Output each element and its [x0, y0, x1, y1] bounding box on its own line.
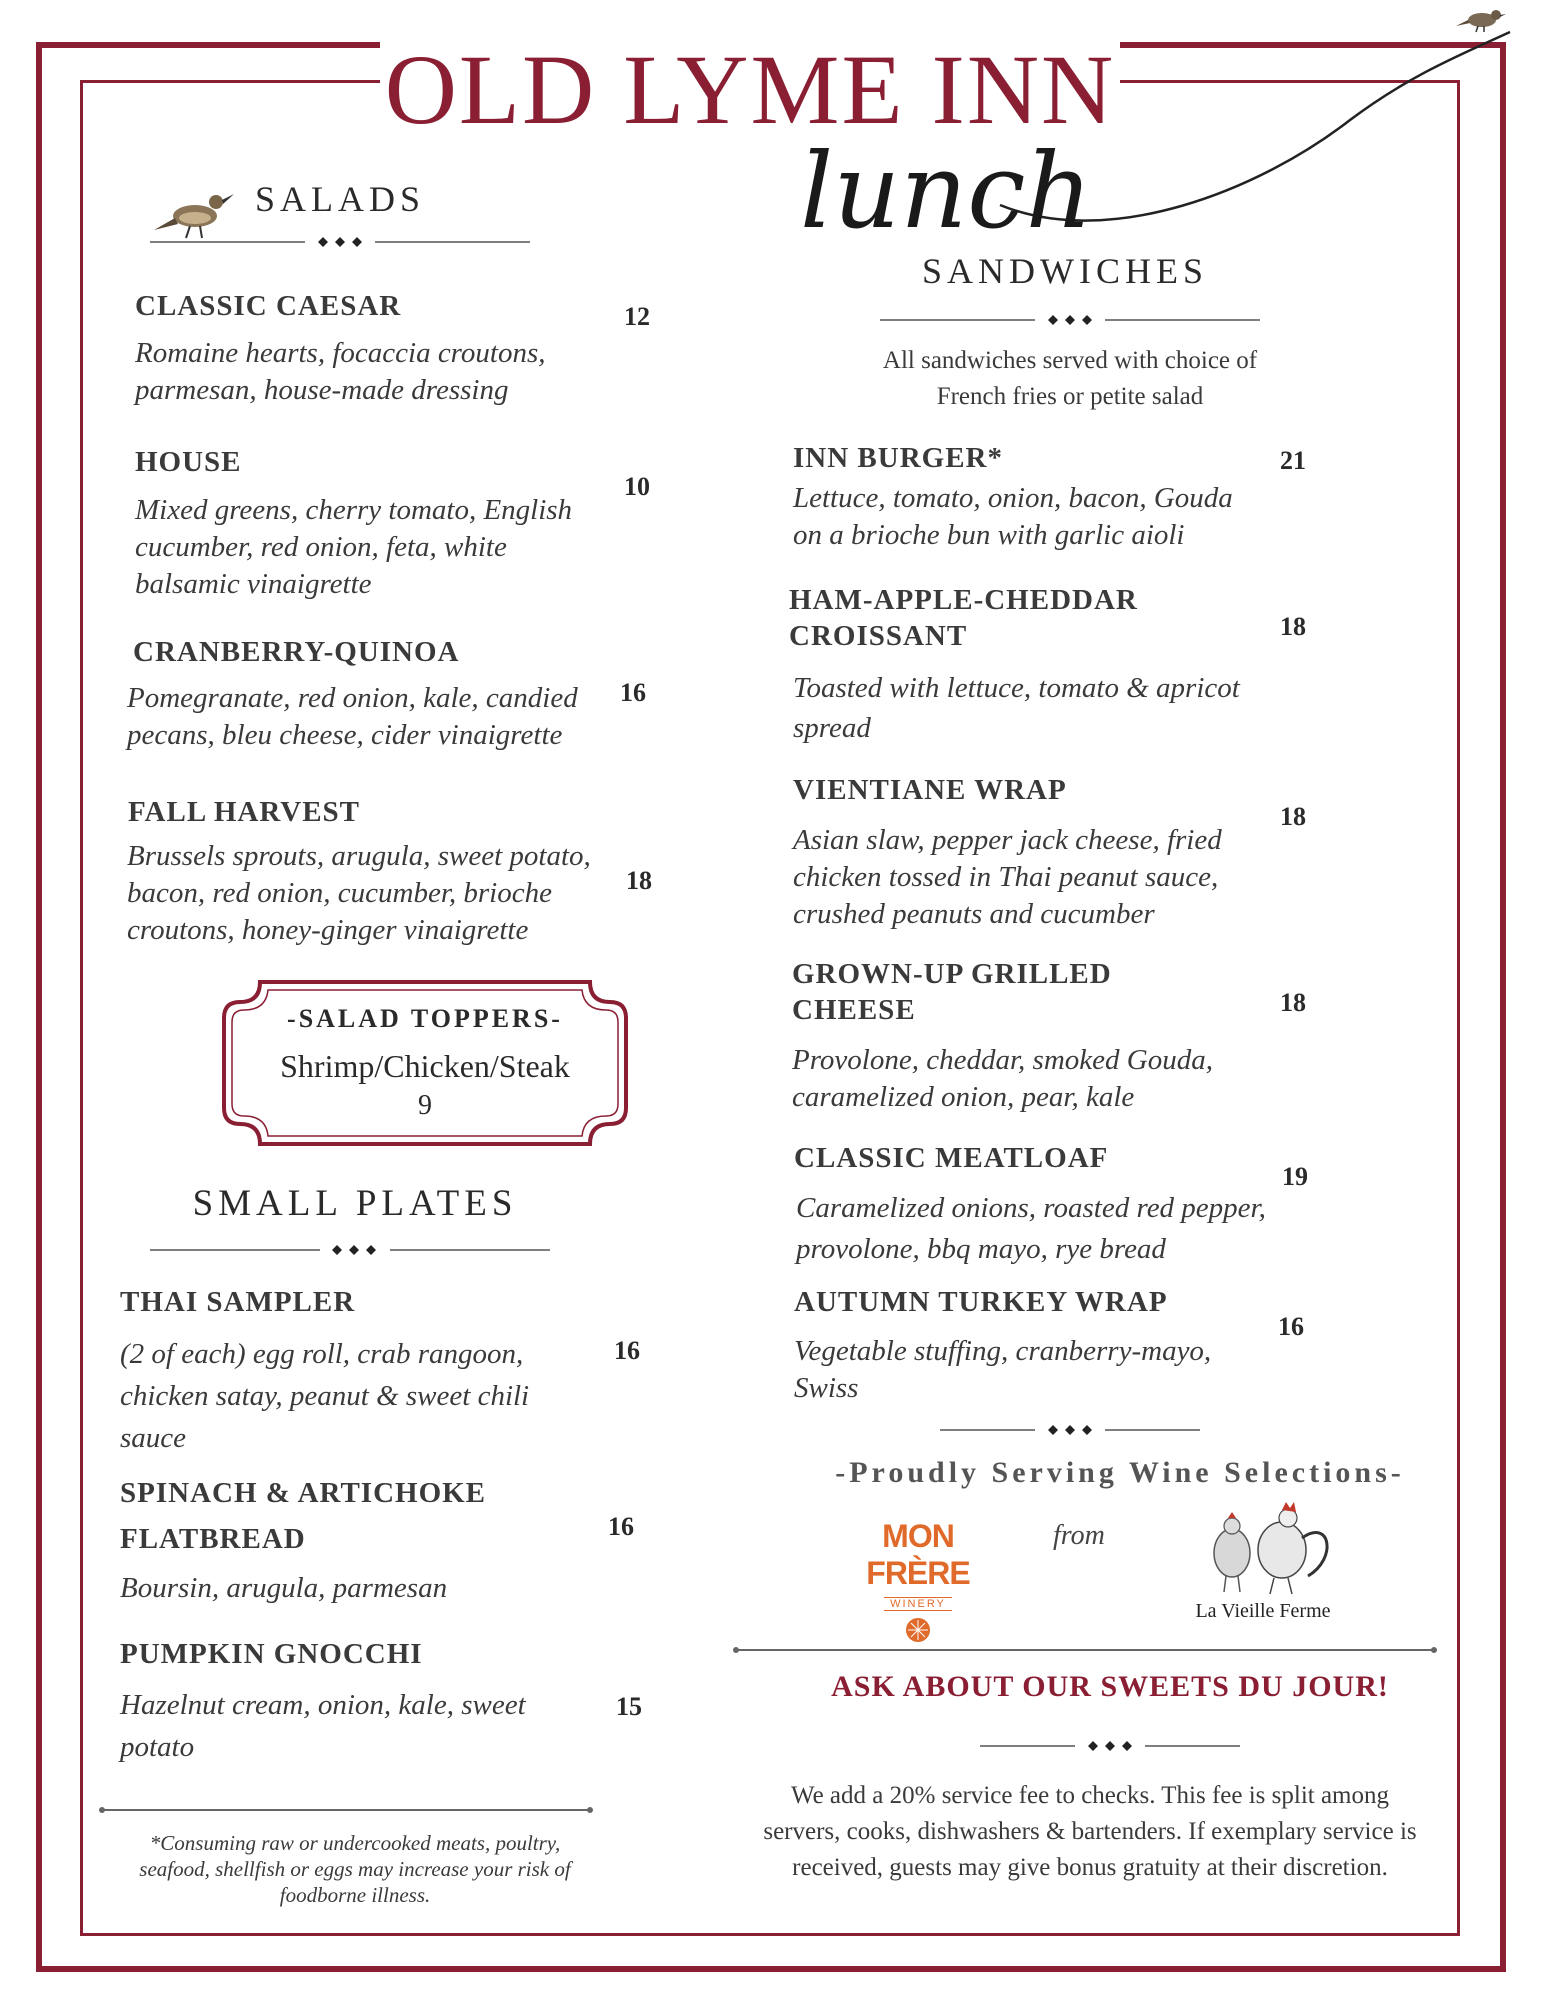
sandwich-price: 19	[1282, 1162, 1308, 1191]
grape-icon	[903, 1615, 933, 1645]
la-vieille-ferme-logo: La Vieille Ferme	[1195, 1600, 1331, 1622]
sweets-top-divider	[730, 1644, 1440, 1656]
small-plates-heading: SMALL PLATES	[192, 1183, 518, 1224]
small-plate-description: Hazelnut cream, onion, kale, sweet potato	[120, 1689, 526, 1763]
sandwich-name: INN BURGER*	[793, 442, 1003, 474]
small-plate-name: PUMPKIN GNOCCHI	[120, 1638, 423, 1670]
salad-price: 18	[626, 866, 652, 895]
sandwich-name: HAM-APPLE-CHEDDAR CROISSANT	[789, 584, 1138, 652]
small-plate-name: SPINACH & ARTICHOKE FLATBREAD	[120, 1477, 487, 1555]
small-plate-name: THAI SAMPLER	[120, 1286, 356, 1318]
salad-name: CLASSIC CAESAR	[135, 290, 402, 322]
salad-price: 16	[620, 678, 646, 707]
sandwich-price: 18	[1280, 612, 1306, 641]
salad-name: CRANBERRY-QUINOA	[133, 636, 460, 668]
service-fee-note: We add a 20% service fee to checks. This fee is split among servers, cooks, dishwashers & bartenders. If exemplary service is received, guests may give bonus gratuity at their discretion.	[763, 1782, 1417, 1881]
sandwich-description: Provolone, cheddar, smoked Gouda, caramelized onion, pear, kale	[792, 1044, 1213, 1113]
sandwich-description: Toasted with lettuce, tomato & apricot spread	[793, 672, 1240, 744]
salad-price: 12	[624, 302, 650, 331]
salad-toppers-box	[220, 978, 630, 1148]
sandwich-name: VIENTIANE WRAP	[793, 774, 1067, 806]
sandwich-name: GROWN-UP GRILLED CHEESE	[792, 958, 1112, 1026]
sandwiches-note: All sandwiches served with choice of French fries or petite salad	[882, 347, 1258, 410]
sweets-bottom-divider	[970, 1736, 1250, 1756]
salad-description: Mixed greens, cherry tomato, English cucumber, red onion, feta, white balsamic vinaigrette	[135, 494, 573, 600]
salad-name: HOUSE	[135, 446, 242, 478]
salad-description: Brussels sprouts, arugula, sweet potato, bacon, red onion, cucumber, brioche croutons, honey-ginger vinaigrette	[127, 840, 591, 946]
sandwich-description: Lettuce, tomato, onion, bacon, Gouda on a brioche bun with garlic aioli	[793, 482, 1233, 551]
toppers-title: -SALAD TOPPERS-	[287, 1004, 563, 1033]
salads-divider	[140, 232, 540, 252]
toppers-items: Shrimp/Chicken/Steak	[280, 1048, 570, 1084]
rooster-logo-icon	[1190, 1498, 1340, 1598]
small-plate-description: Boursin, arugula, parmesan	[120, 1572, 448, 1604]
sandwiches-heading: SANDWICHES	[921, 251, 1208, 291]
sweets-du-jour: ASK ABOUT OUR SWEETS DU JOUR!	[831, 1670, 1389, 1703]
small-plate-price: 15	[616, 1692, 642, 1721]
sandwich-price: 18	[1280, 802, 1306, 831]
sandwich-description: Vegetable stuffing, cranberry-mayo, Swiss	[794, 1335, 1212, 1404]
mon-frere-logo: MON FRÈRE WINERY	[848, 1518, 988, 1645]
toppers-price: 9	[418, 1090, 432, 1121]
from-label: from	[1053, 1520, 1105, 1551]
salad-description: Romaine hearts, focaccia croutons, parmesan, house-made dressing	[135, 337, 546, 406]
sandwich-description: Caramelized onions, roasted red pepper, provolone, bbq mayo, rye bread	[796, 1192, 1266, 1265]
small-plate-description: (2 of each) egg roll, crab rangoon, chicken satay, peanut & sweet chili sauce	[120, 1338, 530, 1454]
sandwiches-divider	[870, 310, 1270, 330]
health-disclaimer: *Consuming raw or undercooked meats, poultry, seafood, shellfish or eggs may increase your risk of foodborne illness.	[139, 1831, 571, 1907]
wine-heading: -Proudly Serving Wine Selections-	[835, 1456, 1405, 1489]
salads-heading: SALADS	[254, 179, 426, 219]
sandwich-name: AUTUMN TURKEY WRAP	[794, 1286, 1168, 1318]
small-plates-divider	[140, 1240, 560, 1260]
small-plate-price: 16	[608, 1512, 634, 1541]
salad-description: Pomegranate, red onion, kale, candied pecans, bleu cheese, cider vinaigrette	[127, 682, 578, 751]
sandwich-description: Asian slaw, pepper jack cheese, fried chicken tossed in Thai peanut sauce, crushed peanuts and cucumber	[793, 824, 1222, 930]
sandwich-price: 16	[1278, 1312, 1304, 1341]
salad-price: 10	[624, 472, 650, 501]
sandwich-name: CLASSIC MEATLOAF	[794, 1142, 1109, 1174]
salad-name: FALL HARVEST	[128, 796, 361, 828]
small-plate-price: 16	[614, 1336, 640, 1365]
menu-title-lunch: lunch	[800, 130, 1093, 252]
wine-divider	[930, 1420, 1210, 1440]
disclaimer-divider	[96, 1804, 596, 1816]
sandwich-price: 18	[1280, 988, 1306, 1017]
restaurant-name: OLD LYME INN	[384, 34, 1116, 145]
sandwich-price: 21	[1280, 446, 1306, 475]
